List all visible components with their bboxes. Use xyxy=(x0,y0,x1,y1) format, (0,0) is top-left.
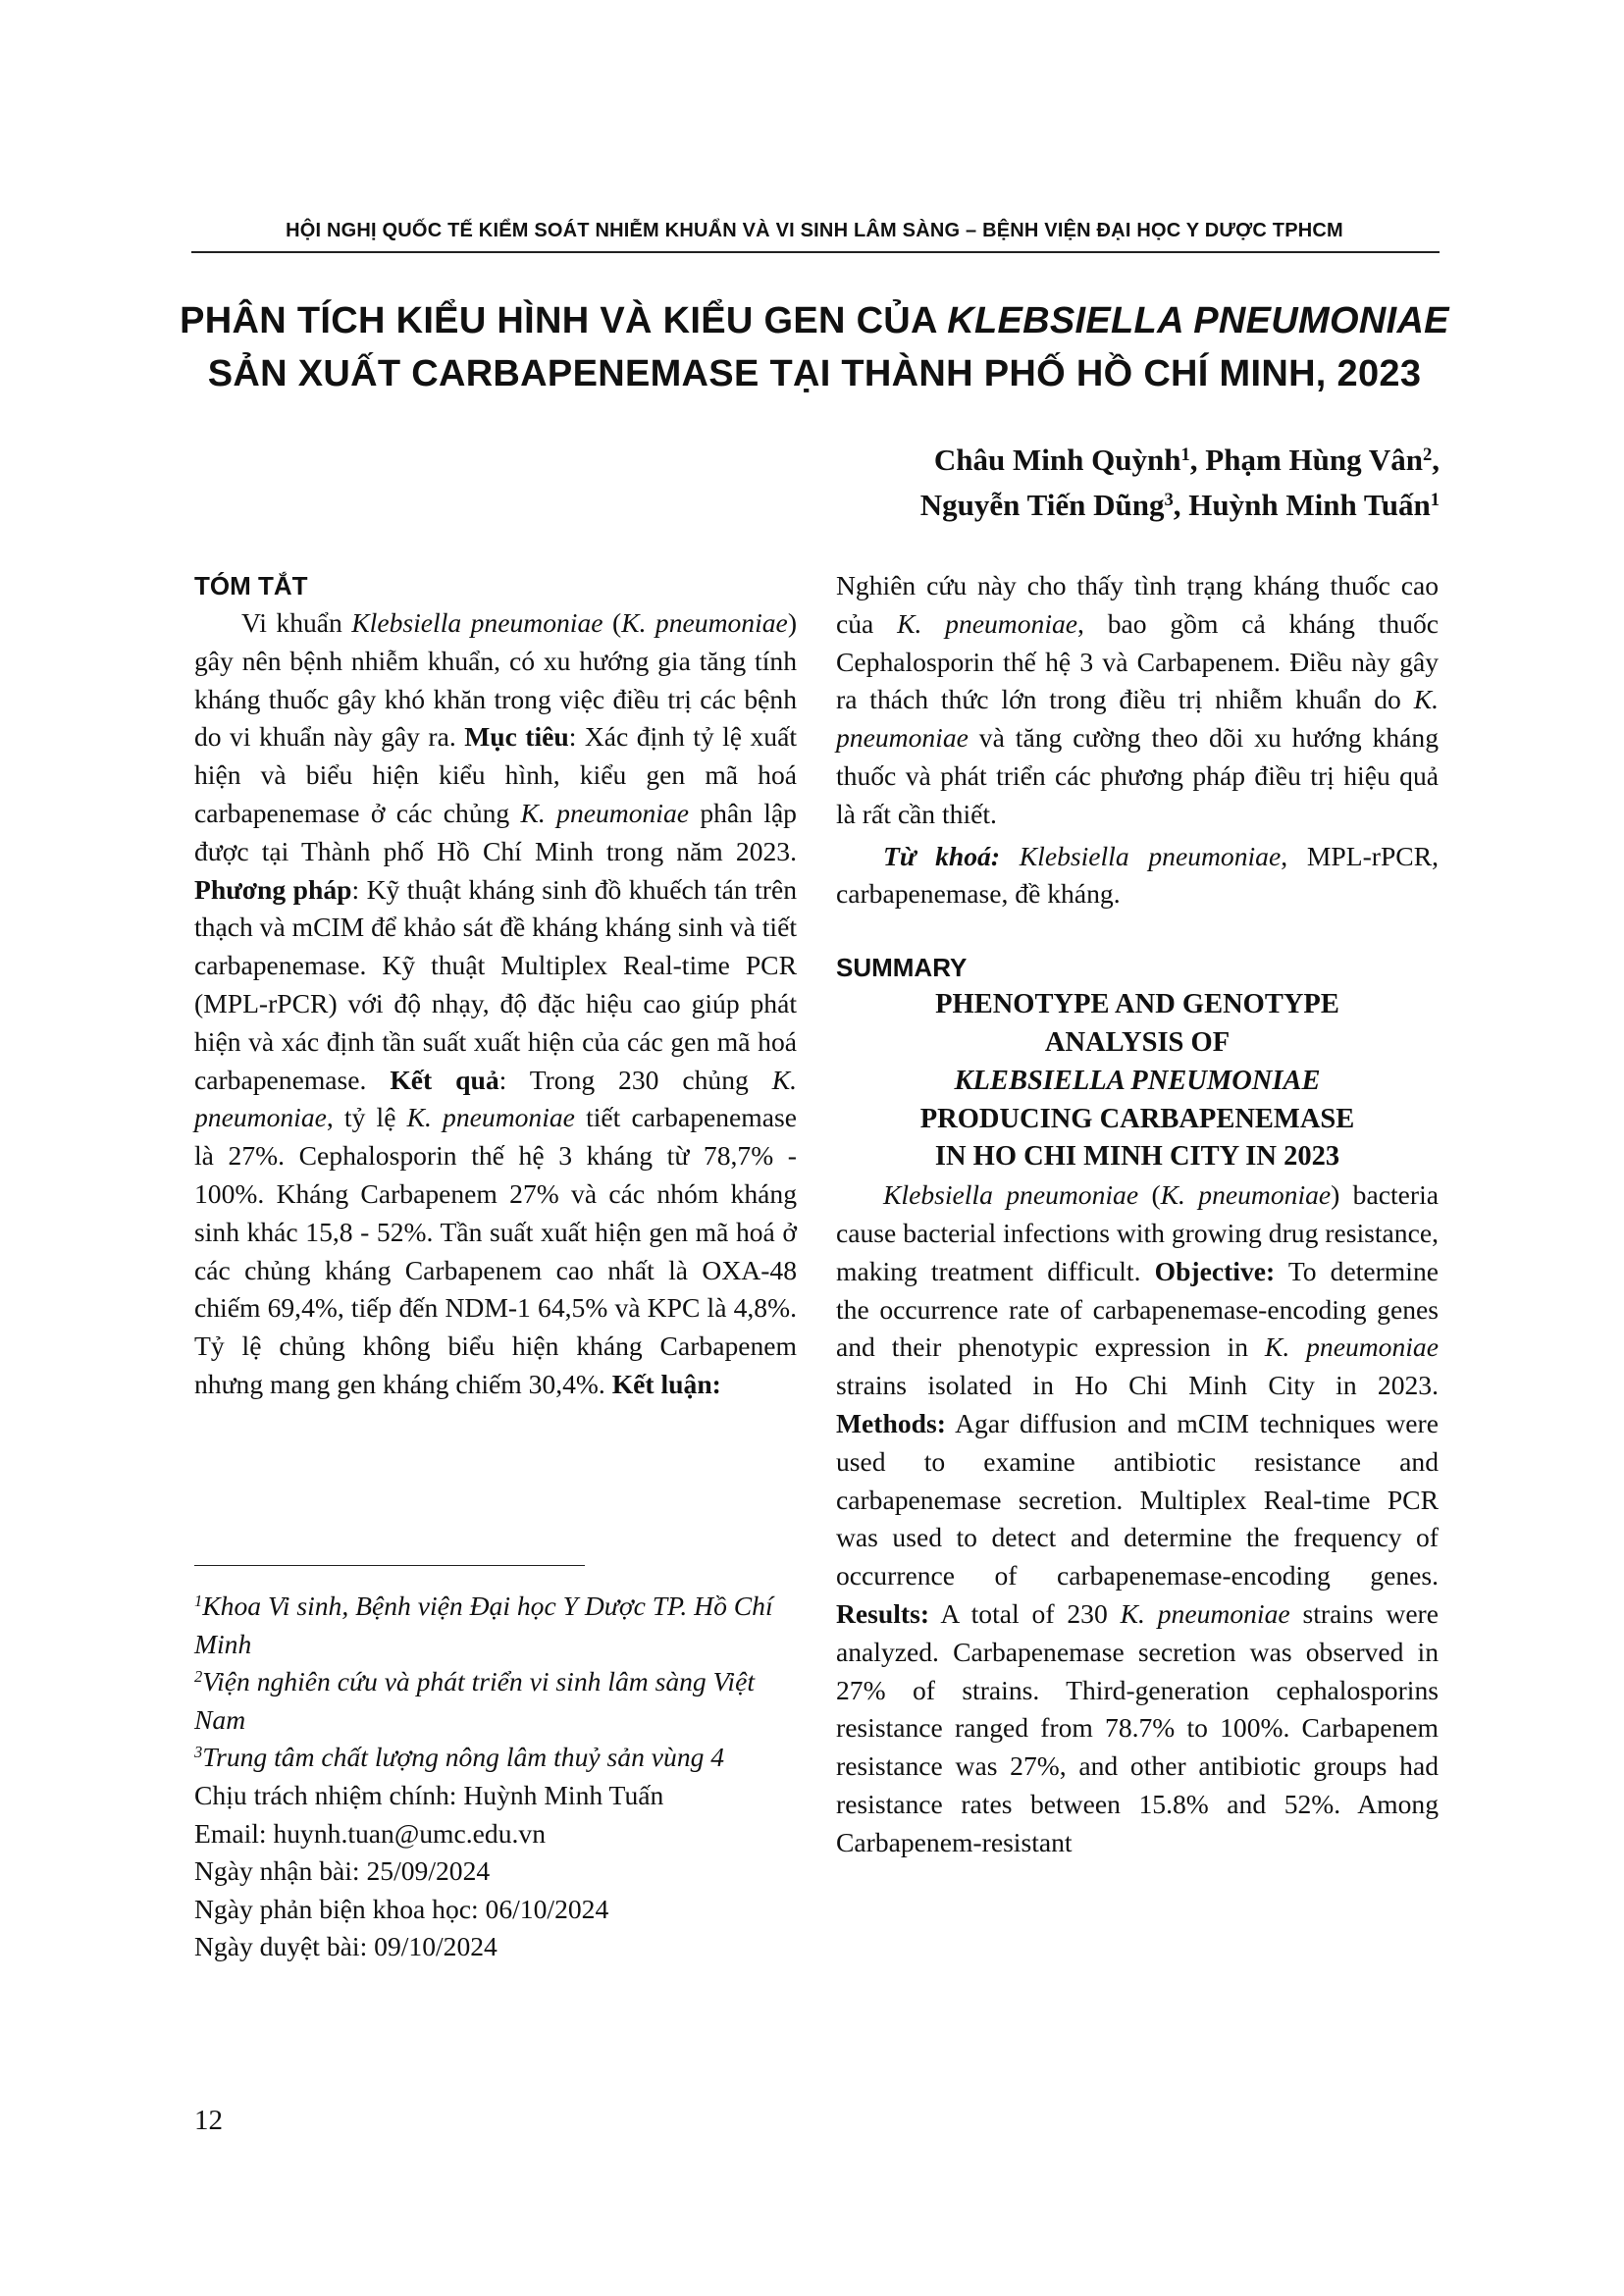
right-column xyxy=(836,567,1439,1862)
affiliation-3: $^3$Trung tâm chất lượng nông lâm thuỷ sản vùng 4 xyxy=(194,1742,725,1773)
date-reviewed: Ngày phản biện khoa học: 06/10/2024 xyxy=(194,1893,609,1924)
affiliation-1: $^1$Khoa Vi sinh, Bệnh viện Đại học Y Dược TP. Hồ Chí Minh xyxy=(194,1591,773,1659)
author-name: Phạm Hùng Vân xyxy=(1205,443,1423,477)
date-accepted: Ngày duyệt bài: 09/10/2024 xyxy=(194,1931,498,1962)
left-column xyxy=(194,567,797,1404)
authors-line-1: Châu Minh Quỳnh$^1$, Phạm Hùng Vân$^2$, xyxy=(933,443,1440,477)
affiliation-2: $^2$Viện nghiên cứu và phát triển vi sinh lâm sàng Việt Nam xyxy=(194,1666,756,1735)
summary-results-label: Results: xyxy=(836,1597,930,1629)
abstract-vi-paragraph: Vi khuẩn Klebsiella pneumoniae (K. pneumoniae) gây nên bệnh nhiễm khuẩn, có xu hướng gia tăng tính kháng thuốc gây khó khăn trong việc điều trị các bệnh do vi khuẩn này gây ra. Mục tiêu: Xác định tỷ lệ xuất hiện và biểu hiện kiểu hình, kiểu gen mã hoá carbapenemase ở các chủng K. pneumoniae phân lập được tại Thành phố Hồ Chí Minh trong năm 2023. Phương pháp: Kỹ thuật kháng sinh đồ khuếch tán trên thạch và mCIM để khảo sát đề kháng kháng sinh và tiết carbapenemase. Kỹ thuật Multiplex Real-time PCR (MPL-rPCR) với độ nhạy, độ đặc hiệu cao giúp phát hiện và xác định tần suất xuất hiện của các gen mã hoá carbapenemase. Kết quả: Trong 230 chủng K. pneumoniae, tỷ lệ K. pneumoniae tiết carbapenemase là 27%. Cephalosporin thế hệ 3 kháng từ 78,7% - 100%. Kháng Carbapenem 27% và các nhóm kháng sinh khác 15,8 - 52%. Tần suất xuất hiện gen mã hoá ở các chủng kháng Carbapenem cao nhất là OXA-48 chiếm 69,4%, tiếp đến NDM-1 64,5% và KPC là 4,8%. Tỷ lệ chủng không biểu hiện kháng Carbapenem nhưng mang gen kháng chiếm 30,4%. Kết luận: xyxy=(194,607,798,1399)
keywords-label: Từ khoá: xyxy=(883,840,1001,871)
title-line-1: PHÂN TÍCH KIỂU HÌNH VÀ KIỂU GEN CỦA KLEBSIELLA PNEUMONIAE xyxy=(180,300,1449,341)
page-number: 12 xyxy=(194,2105,223,2136)
authors-line-2: Nguyễn Tiến Dũng$^3$, Huỳnh Minh Tuấn$^1$ xyxy=(919,488,1440,522)
header-rule xyxy=(191,251,1440,253)
footnote-rule xyxy=(194,1565,585,1566)
summary-heading: SUMMARY xyxy=(836,953,968,983)
summary-paragraph: Klebsiella pneumoniae (K. pneumoniae) bacteria cause bacterial infections with growing drug resistance, making treatment difficult. Objective: To determine the occurrence rate of carbapenemase-encoding genes and their phenotypic expression in K. pneumoniae strains isolated in Ho Chi Minh City in 2023. Methods: Agar diffusion and mCIM techniques were used to examine antibiotic resistance and carbapenemase secretion. Multiplex Real-time PCR was used to detect and determine the frequency of occurrence of carbapenemase-encoding genes. Results: A total of 230 K. pneumoniae strains were analyzed. Carbapenemase secretion was observed in 27% of strains. Third-generation cephalosporins resistance ranged from 78.7% to 100%. Carbapenem resistance was 27%, and other antibiotic groups had resistance rates between 15.8% and 52%. Among Carbapenem-resistant xyxy=(836,1179,1439,1857)
running-header: HỘI NGHỊ QUỐC TẾ KIỂM SOÁT NHIỄM KHUẨN VÀ VI SINH LÂM SÀNG – BỆNH VIỆN ĐẠI HỌC Y DƯỢC TPHCM xyxy=(286,220,1343,241)
paper-title xyxy=(157,294,1472,400)
results-label: Kết quả xyxy=(390,1064,499,1095)
objective-label: Mục tiêu xyxy=(464,721,569,753)
conclusion-label: Kết luận: xyxy=(611,1368,721,1399)
date-received: Ngày nhận bài: 25/09/2024 xyxy=(194,1855,491,1887)
abstract-heading: TÓM TẮT xyxy=(194,571,308,600)
authors xyxy=(556,438,1440,528)
email: Email: huynh.tuan@umc.edu.vn xyxy=(194,1817,547,1849)
summary-objective-label: Objective: xyxy=(1154,1255,1276,1286)
author-name: Nguyễn Tiến Dũng xyxy=(919,488,1165,522)
footnotes xyxy=(194,1588,797,1966)
summary-title: PHENOTYPE AND GENOTYPE ANALYSIS OF KLEBSIELLA PNEUMONIAE PRODUCING CARBAPENEMASE IN HO CHI MINH CITY IN 2023 xyxy=(919,989,1355,1173)
keywords: Từ khoá: Klebsiella pneumoniae, MPL-rPCR, carbapenemase, đề kháng. xyxy=(836,840,1440,910)
methods-label: Phương pháp xyxy=(194,873,352,905)
corresponding-author: Chịu trách nhiệm chính: Huỳnh Minh Tuấn xyxy=(194,1779,664,1810)
title-line-2: SẢN XUẤT CARBAPENEMASE TẠI THÀNH PHỐ HỒ CHÍ MINH, 2023 xyxy=(207,353,1422,394)
abstract-vi-conclusion: Nghiên cứu này cho thấy tình trạng kháng thuốc cao của K. pneumoniae, bao gồm cả kháng thuốc Cephalosporin thế hệ 3 và Carbapenem. Điều này gây ra thách thức lớn trong điều trị nhiễm khuẩn do K. pneumoniae và tăng cường theo dõi xu hướng kháng thuốc và phát triển các phương pháp điều trị hiệu quả là rất cần thiết. xyxy=(836,570,1439,829)
author-name: Huỳnh Minh Tuấn xyxy=(1188,488,1431,522)
author-name: Châu Minh Quỳnh xyxy=(933,443,1181,477)
summary-methods-label: Methods: xyxy=(836,1407,946,1438)
